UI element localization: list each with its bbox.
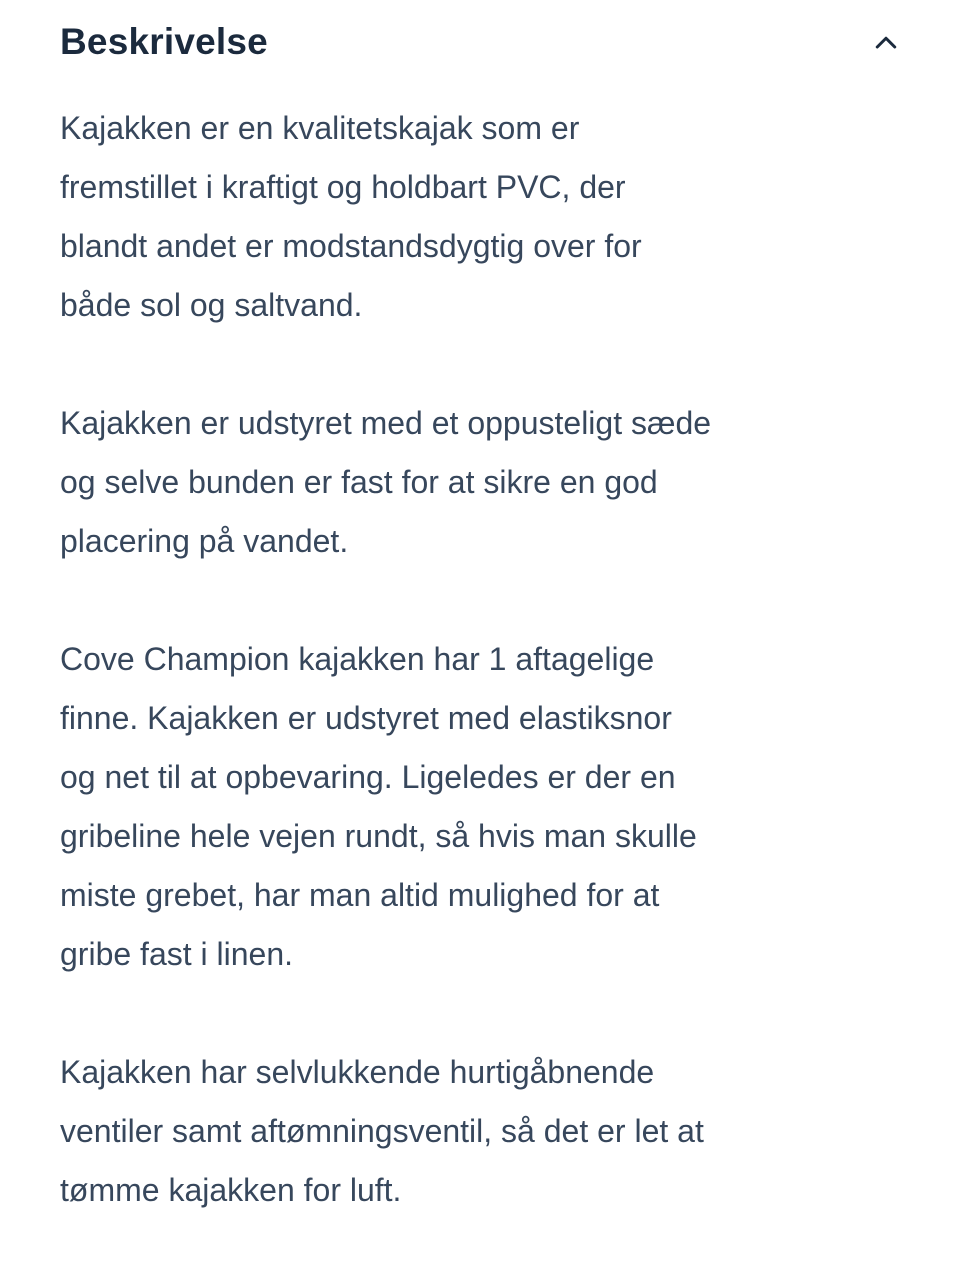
paragraph-line: blandt andet er modstandsdygtig over for — [60, 228, 642, 264]
paragraph-line: Cove Champion kajakken har 1 aftagelige — [60, 641, 655, 677]
paragraph-line: ventiler samt aftømningsventil, så det er let at — [60, 1113, 704, 1149]
description-paragraph — [60, 394, 840, 571]
paragraph-line: fremstillet i kraftigt og holdbart PVC, der — [60, 169, 626, 205]
accordion-title: Beskrivelse — [60, 21, 268, 62]
paragraph-line: tømme kajakken for luft. — [60, 1172, 402, 1208]
paragraph-line: gribeline hele vejen rundt, så hvis man skulle — [60, 818, 697, 854]
description-paragraph — [60, 630, 840, 984]
paragraph-line: og net til at opbevaring. Ligeledes er der en — [60, 759, 676, 795]
paragraph-line: Kajakken er udstyret med et oppusteligt sæde — [60, 405, 712, 441]
paragraph-line: Kajakken har selvlukkende hurtigåbnende — [60, 1054, 655, 1090]
paragraph-line: og selve bunden er fast for at sikre en god — [60, 464, 658, 500]
paragraph-line: Kajakken er en kvalitetskajak som er — [60, 110, 580, 146]
description-accordion-header[interactable] — [60, 14, 902, 70]
description-paragraph — [60, 99, 840, 335]
paragraph-line: både sol og saltvand. — [60, 287, 363, 323]
chevron-up-icon[interactable] — [870, 26, 902, 58]
paragraph-line: finne. Kajakken er udstyret med elastiksnor — [60, 700, 672, 736]
paragraph-line: miste grebet, har man altid mulighed for at — [60, 877, 660, 913]
paragraph-line: placering på vandet. — [60, 523, 349, 559]
paragraph-line: gribe fast i linen. — [60, 936, 294, 972]
description-paragraph — [60, 1043, 840, 1220]
description-body — [60, 99, 840, 1279]
